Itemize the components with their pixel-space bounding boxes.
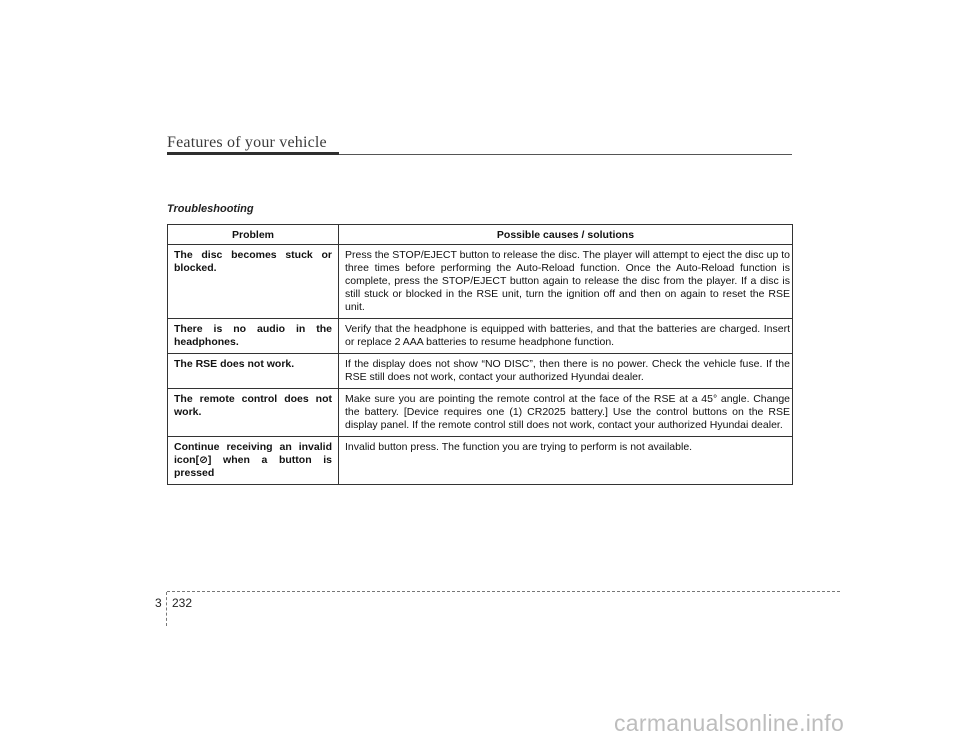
problem-text-prefix: Continue receiving an invalid icon[	[174, 441, 332, 466]
section-title: Troubleshooting	[167, 203, 254, 215]
solution-cell: Make sure you are pointing the remote control at the face of the RSE at a 45° angle. Change the battery. [Device requires one (1) CR2025 battery.] Use the control buttons on the RSE display panel. If the remote control still does not work, contact your authorized Hyundai dealer.	[339, 389, 793, 437]
solution-cell: If the display does not show “NO DISC”, then there is no power. Check the vehicle fuse. If the RSE still does not work, contact your authorized Hyundai dealer.	[339, 354, 793, 389]
problem-cell: The RSE does not work.	[168, 354, 339, 389]
footer-rule	[167, 591, 840, 592]
table-row	[168, 437, 793, 485]
troubleshooting-table	[167, 224, 793, 485]
problem-cell: The remote control does not work.	[168, 389, 339, 437]
header-problem: Problem	[168, 225, 339, 245]
problem-cell: There is no audio in the headphones.	[168, 319, 339, 354]
table-row	[168, 319, 793, 354]
table-header-row	[168, 225, 793, 245]
header-rule-light	[339, 154, 792, 155]
invalid-icon: ⊘	[199, 454, 208, 466]
solution-cell: Press the STOP/EJECT button to release the disc. The player will attempt to eject the disc up to three times before performing the Auto-Reload function. Once the Auto-Reload function is complete, press the STOP/EJECT button again to release the disc from the player. If a disc is still stuck or blocked in the RSE unit, turn the ignition off and then on again to reset the RSE unit.	[339, 245, 793, 319]
solution-cell: Invalid button press. The function you are trying to perform is not available.	[339, 437, 793, 485]
problem-cell	[168, 437, 339, 485]
problem-text-suffix: ] when a button is pressed	[174, 454, 332, 479]
solution-cell: Verify that the headphone is equipped with batteries, and that the batteries are charged. Insert or replace 2 AAA batteries to resume headphone function.	[339, 319, 793, 354]
watermark: carmanualsonline.info	[614, 710, 845, 736]
problem-cell: The disc becomes stuck or blocked.	[168, 245, 339, 319]
page-number: 232	[172, 596, 193, 610]
header-solution: Possible causes / solutions	[339, 225, 793, 245]
table-row	[168, 354, 793, 389]
page-header-title: Features of your vehicle	[167, 134, 327, 151]
chapter-number: 3	[155, 596, 162, 610]
header-rule-dark	[167, 152, 339, 155]
footer-vertical-rule	[166, 592, 167, 626]
table-row	[168, 389, 793, 437]
table-row	[168, 245, 793, 319]
